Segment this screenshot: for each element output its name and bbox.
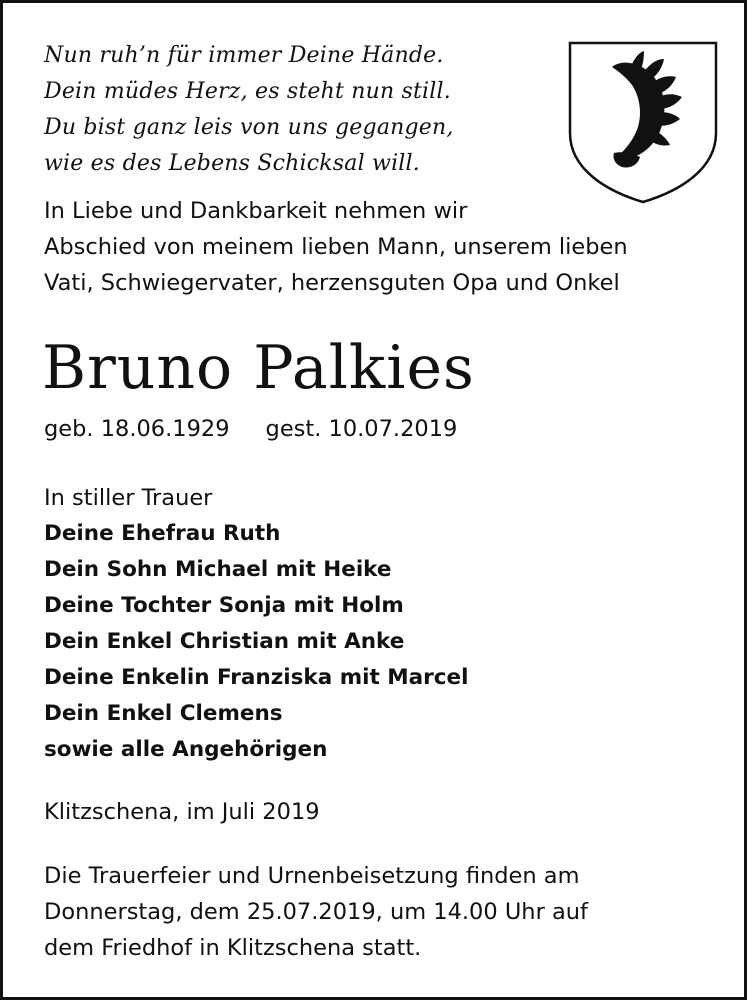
funeral-line: dem Friedhof in Klitzschena statt. — [44, 935, 422, 961]
intro-text — [44, 193, 724, 301]
mourner-item: Dein Enkel Clemens — [44, 701, 283, 726]
life-dates — [44, 411, 457, 447]
deceased-name: Bruno Palkies — [42, 333, 475, 403]
memorial-poem — [44, 38, 544, 182]
poem-line: Nun ruh’n für immer Deine Hände. — [44, 43, 444, 68]
mourning-heading: In stiller Trauer — [44, 485, 213, 511]
place-and-date: Klitzschena, im Juli 2019 — [44, 799, 320, 825]
mourner-item: Deine Ehefrau Ruth — [44, 521, 281, 546]
poem-line: Dein müdes Herz, es steht nun still. — [44, 79, 451, 104]
mourner-item: Dein Enkel Christian mit Anke — [44, 629, 405, 654]
funeral-line: Die Trauerfeier und Urnenbeisetzung finden am — [44, 863, 580, 889]
poem-line: wie es des Lebens Schicksal will. — [44, 151, 420, 176]
antler-shield-icon — [568, 41, 718, 204]
mourner-item: Dein Sohn Michael mit Heike — [44, 557, 392, 582]
mourner-item: Deine Enkelin Franziska mit Marcel — [44, 665, 469, 690]
intro-line: In Liebe und Dankbarkeit nehmen wir — [44, 198, 468, 224]
death-date: gest. 10.07.2019 — [265, 416, 458, 442]
mourner-item: Deine Tochter Sonja mit Holm — [44, 593, 404, 618]
birth-date: geb. 18.06.1929 — [44, 416, 230, 442]
intro-line: Vati, Schwiegervater, herzensguten Opa und Onkel — [44, 270, 620, 296]
funeral-details — [44, 858, 724, 966]
funeral-line: Donnerstag, dem 25.07.2019, um 14.00 Uhr auf — [44, 899, 588, 925]
mourner-item: sowie alle Angehörigen — [44, 737, 328, 762]
mourners-list — [44, 516, 468, 768]
poem-line: Du bist ganz leis von uns gegangen, — [44, 115, 454, 140]
intro-line: Abschied von meinem lieben Mann, unserem lieben — [44, 234, 628, 260]
